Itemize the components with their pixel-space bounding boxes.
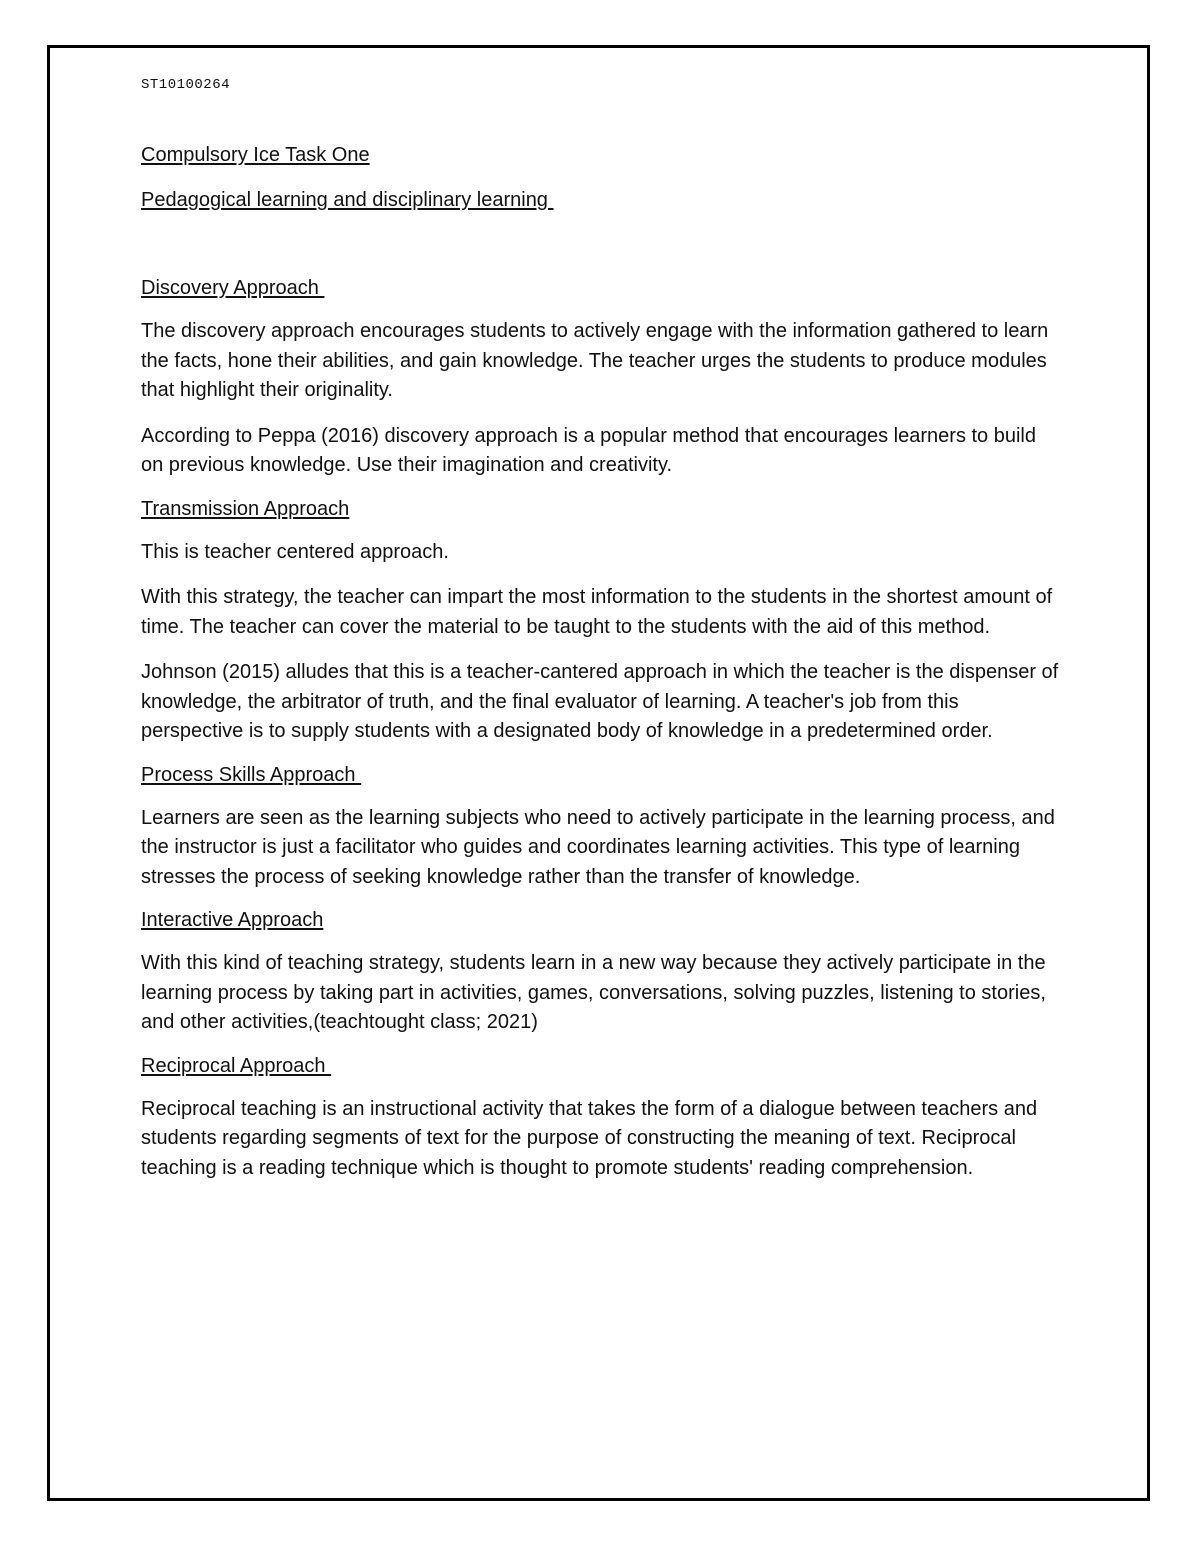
- paragraph: With this strategy, the teacher can impart the most information to the students in the shortest amount of time. The teacher can cover the material to be taught to the students with the aid of this method.: [141, 586, 1053, 638]
- document-body: [141, 75, 1061, 1183]
- paragraph: Reciprocal teaching is an instructional activity that takes the form of a dialogue between teachers and students regarding segments of text for the purpose of constructing the meaning of text. Reciprocal teaching is a reading technique which is thought to promote students' reading comprehension.: [141, 1097, 1038, 1179]
- heading-reciprocal-approach: Reciprocal Approach: [141, 1054, 332, 1077]
- paragraph: With this kind of teaching strategy, students learn in a new way because they actively participate in the learning process by taking part in activities, games, conversations, solving puzzles, listening to stories, and other activities,(teachtought class; 2021): [141, 952, 1046, 1033]
- heading-interactive-approach: Interactive Approach: [141, 909, 324, 931]
- heading-discovery-approach: Discovery Approach: [141, 277, 325, 299]
- heading-transmission-approach: Transmission Approach: [141, 497, 350, 520]
- paragraph: The discovery approach encourages students to actively engage with the information gathered to learn the facts, hone their abilities, and gain knowledge. The teacher urges the students to produce modules that highlight their originality.: [141, 320, 1049, 401]
- heading-process-skills-approach: Process Skills Approach: [141, 763, 362, 786]
- student-id: ST10100264: [141, 77, 231, 93]
- document-title: Compulsory Ice Task One: [141, 144, 370, 166]
- paragraph: This is teacher centered approach.: [141, 540, 449, 563]
- paragraph: Learners are seen as the learning subjects who need to actively participate in the learning process, and the instructor is just a facilitator who guides and coordinates learning activities. This type of learning stresses the process of seeking knowledge rather than the transfer of knowledge.: [141, 806, 1055, 888]
- paragraph: Johnson (2015) alludes that this is a teacher-cantered approach in which the teacher is the dispenser of knowledge, the arbitrator of truth, and the final evaluator of learning. A teacher's job from this perspective is to supply students with a designated body of knowledge in a predetermined order.: [141, 661, 1059, 742]
- document-subtitle: Pedagogical learning and disciplinary learning: [141, 189, 554, 211]
- paragraph: According to Peppa (2016) discovery approach is a popular method that encourages learners to build on previous knowledge. Use their imagination and creativity.: [141, 424, 1036, 476]
